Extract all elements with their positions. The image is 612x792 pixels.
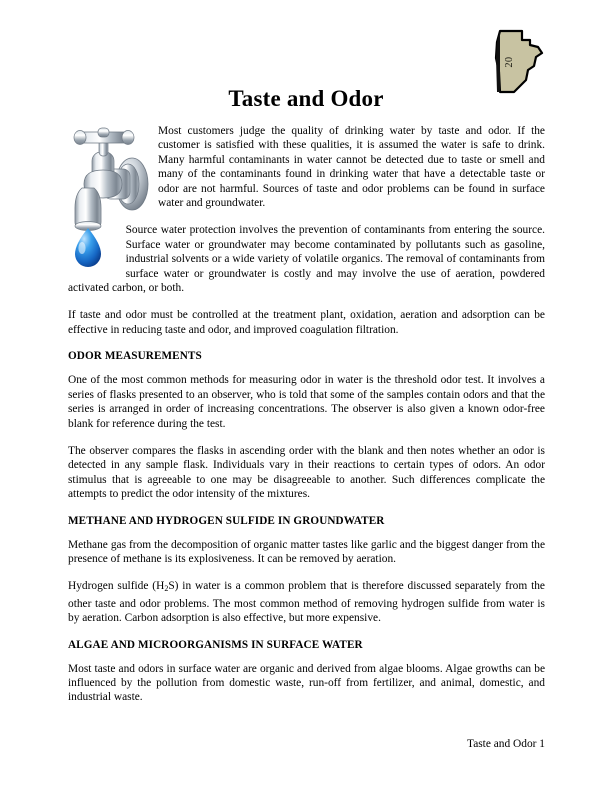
section-heading-odor-measurements: ODOR MEASUREMENTS bbox=[68, 350, 202, 363]
section-heading-methane-hydrogen-sulfide: METHANE AND HYDROGEN SULFIDE IN GROUNDWATER bbox=[68, 514, 385, 527]
page-tab-number: 20 bbox=[504, 56, 515, 68]
document-content bbox=[68, 124, 545, 718]
paragraph-source-water-protection: Source water protection involves the prevention of contaminants from entering the source. Surface water or groundwater may become contaminated by pollutants such as gasoline, industrial solvents or a wide variety of volatile organics. The removal of contaminants from surface water or groundwater is costly and may involve the use of aeration, powdered activated carbon, or both. bbox=[68, 224, 545, 295]
page-footer: Taste and Odor 1 bbox=[467, 738, 545, 750]
section-heading-algae-microorganisms: ALGAE AND MICROORGANISMS IN SURFACE WATER bbox=[68, 638, 363, 651]
paragraph-intro: Most customers judge the quality of drinking water by taste and odor. If the customer is satisfied with these qualities, it is assumed the water is safe to drink. Many harmful contaminants in water cannot be detected due to taste or smell and many of the contaminants found in drinking water that have a detectable taste or odor are not harmful. Sources of taste and odor problems can be found in surface water and groundwater. bbox=[158, 125, 545, 210]
paragraph-hydrogen-sulfide bbox=[68, 579, 545, 625]
paragraph-observer-comparison: The observer compares the flasks in ascending order with the blank and then notes whether an odor is detected in any sample flask. Individuals vary in their reactions to certain types of odors. An odor stimulus that is agreeable to one may be disagreeable to another. Such differences complicate the attempts to predict the odor intensity of the mixtures. bbox=[68, 444, 545, 501]
h2s-subscript: 2 bbox=[164, 584, 169, 594]
water-droplet-icon bbox=[75, 228, 101, 267]
h2s-text-pre: Hydrogen sulfide (H bbox=[68, 580, 165, 593]
h2s-text-post: S) in water is a common problem that is therefore discussed separately from the other taste and odor problems. The most common method of removing hydrogen sulfide from water is by aeration. Carbon adsorption is also effective, but more expensive. bbox=[68, 580, 545, 625]
paragraph-methane-gas: Methane gas from the decomposition of organic matter tastes like garlic and the biggest danger from the presence of methane is its explosiveness. It can be removed by aeration. bbox=[68, 538, 545, 565]
faucet-with-water-droplet-image bbox=[68, 124, 150, 268]
paragraph-threshold-odor-test: One of the most common methods for measuring odor in water is the threshold odor test. It involves a series of flasks presented to an observer, who is told that some of the samples contain odors and that the series is arranged in order of increasing concentrations. The observer is also given a known odor-free blank for reference during the test. bbox=[68, 374, 545, 430]
paragraph-treatment-plant: If taste and odor must be controlled at the treatment plant, oxidation, aeration and adsorption can be effective in reducing taste and odor, and improved coagulation filtration. bbox=[68, 309, 545, 336]
faucet-cross-handle-icon bbox=[74, 128, 134, 156]
page-title: Taste and Odor bbox=[228, 86, 384, 111]
paragraph-algae-blooms: Most taste and odors in surface water are organic and derived from algae blooms. Algae growths can be influenced by the pollution from domestic waste, run-off from fertilizer, and animal, domestic, and industrial waste. bbox=[68, 662, 545, 704]
minnesota-state-outline-tab bbox=[486, 28, 544, 94]
